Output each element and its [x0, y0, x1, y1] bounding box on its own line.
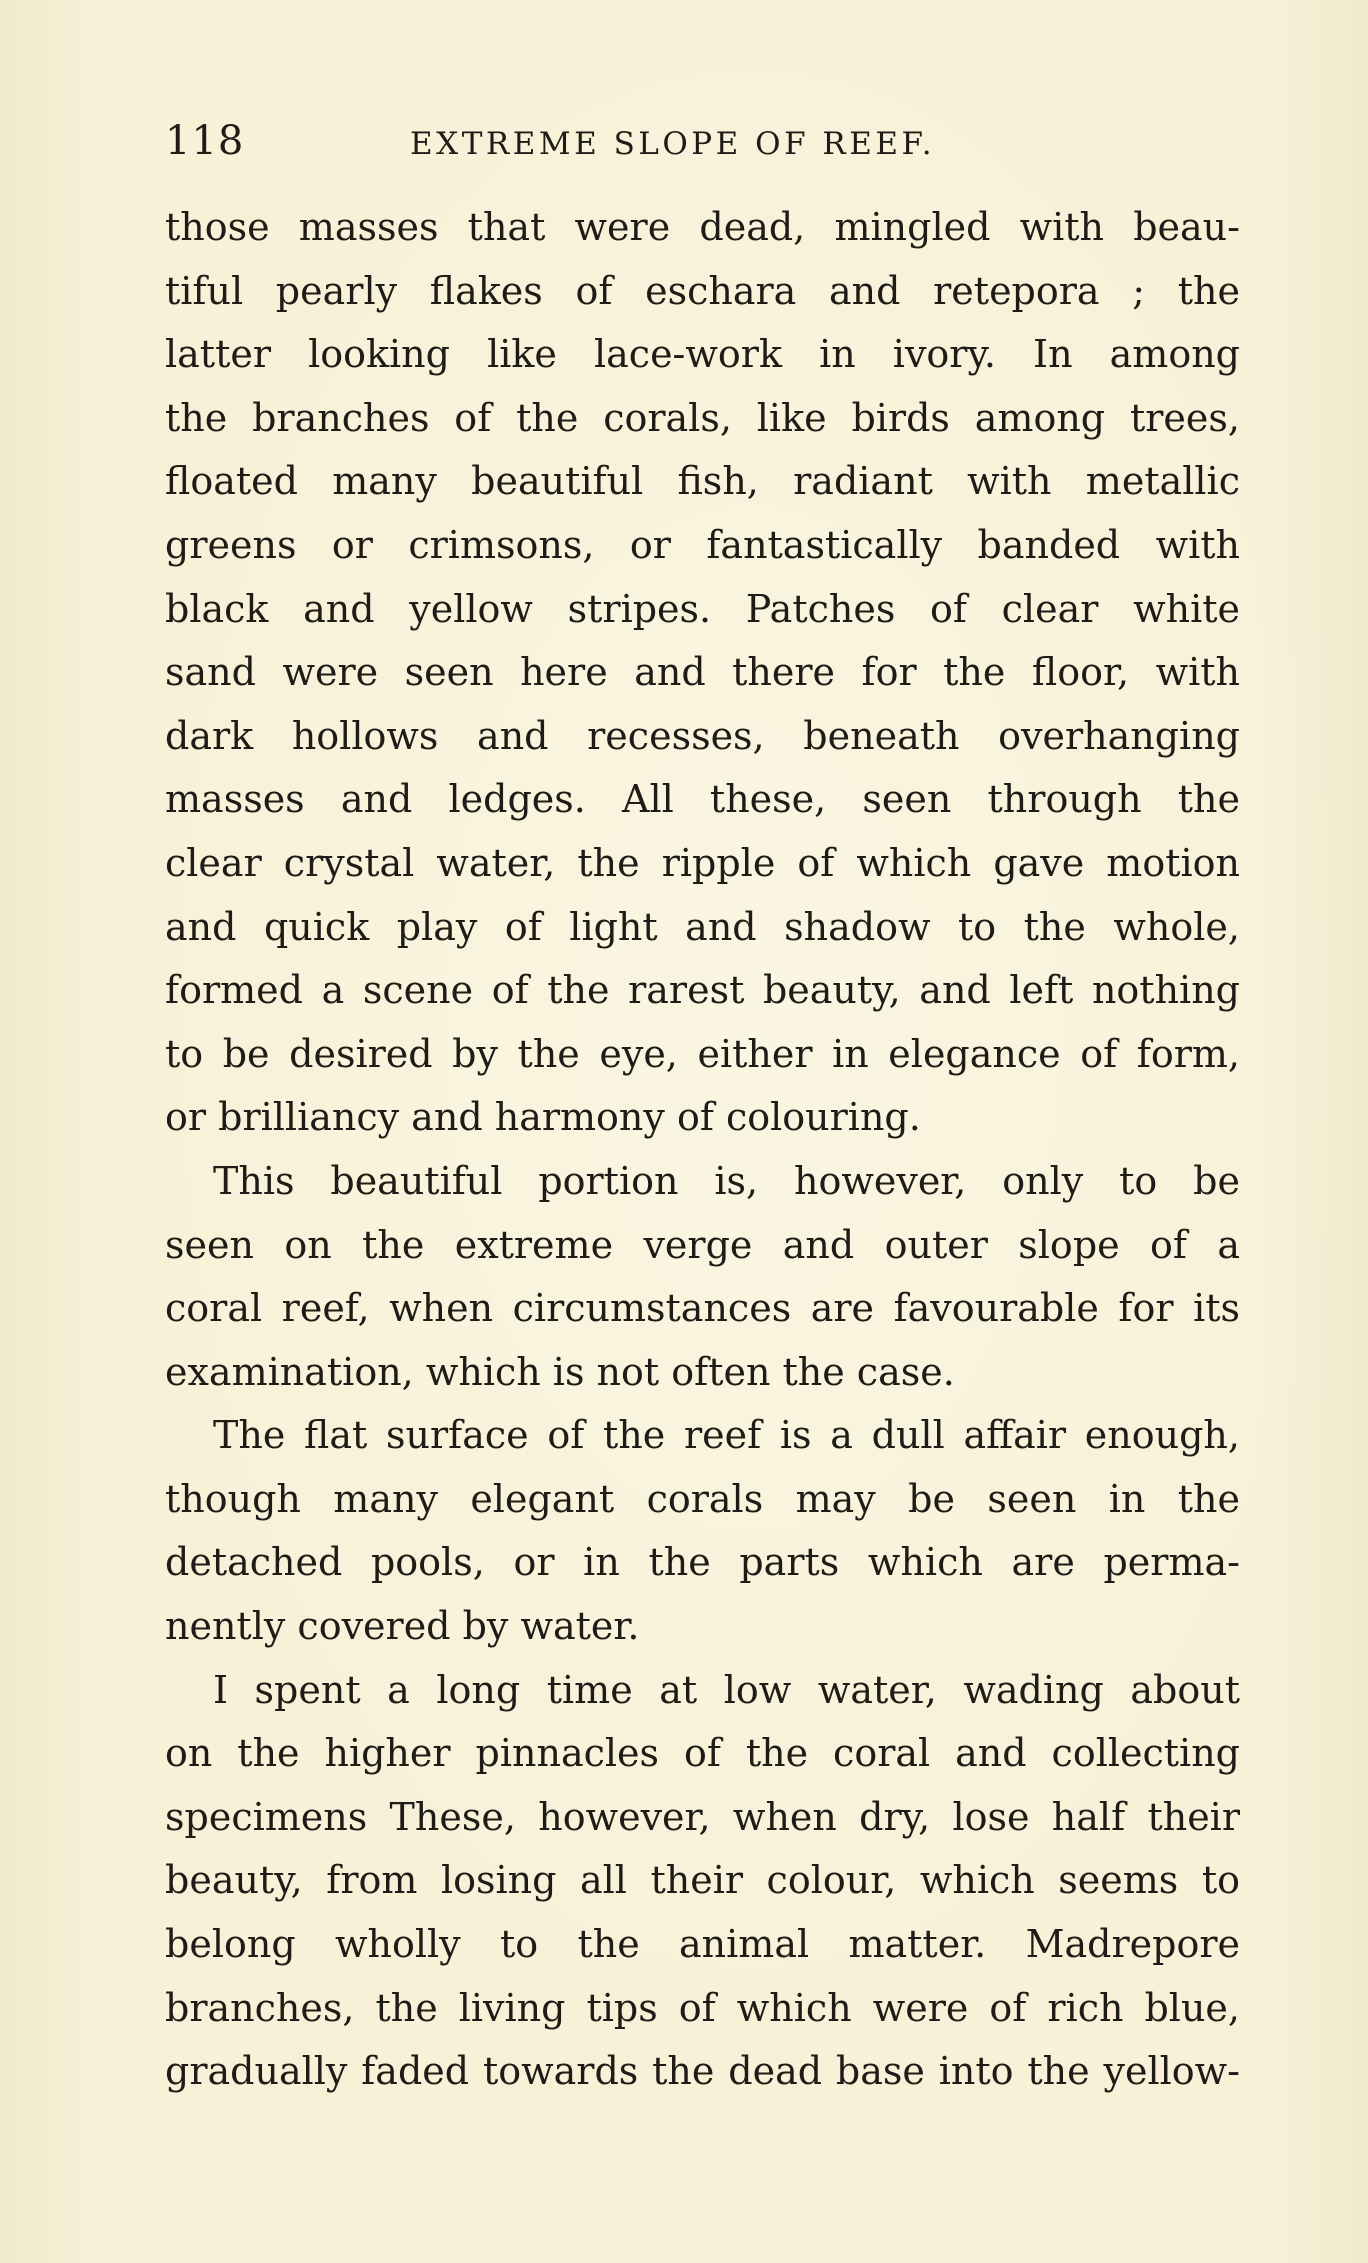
text-line: or brilliancy and harmony of colouring.: [165, 1095, 921, 1140]
text-line: formed a scene of the rarest beauty, and left nothing: [165, 968, 1240, 1013]
text-line: clear crystal water, the ripple of which gave motion: [165, 840, 1240, 885]
body-text: [165, 196, 1240, 2104]
text-line: masses and ledges. All these, seen through the: [165, 777, 1240, 822]
text-line: floated many beautiful fish, radiant with metallic: [165, 459, 1240, 504]
page-header: [165, 118, 1240, 178]
page-number: 118: [165, 118, 245, 164]
text-line: to be desired by the eye, either in elegance of form,: [165, 1031, 1240, 1076]
text-line: though many elegant corals may be seen in the: [165, 1476, 1240, 1521]
text-line: The flat surface of the reef is a dull affair enough,: [213, 1413, 1240, 1458]
text-line: nently covered by water.: [165, 1604, 640, 1649]
text-line: gradually faded towards the dead base into the yellow-: [165, 2049, 1240, 2094]
text-line: dark hollows and recesses, beneath overhanging: [165, 713, 1240, 758]
text-line: black and yellow stripes. Patches of clear white: [165, 586, 1240, 631]
text-line: latter looking like lace-work in ivory. In among: [165, 332, 1240, 377]
text-line: those masses that were dead, mingled with beau-: [165, 205, 1240, 249]
running-head: EXTREME SLOPE OF REEF.: [410, 126, 936, 162]
text-line: This beautiful portion is, however, only to be: [213, 1158, 1240, 1203]
text-line: seen on the extreme verge and outer slope of a: [165, 1222, 1240, 1267]
text-line: tiful pearly flakes of eschara and retepora ; the: [165, 268, 1240, 313]
text-line: I spent a long time at low water, wading about: [213, 1667, 1240, 1712]
text-line: branches, the living tips of which were of rich blue,: [165, 1985, 1240, 2030]
text-line: the branches of the corals, like birds among trees,: [165, 395, 1240, 440]
text-line: sand were seen here and there for the floor, with: [165, 650, 1240, 695]
text-line: coral reef, when circumstances are favourable for its: [165, 1286, 1240, 1331]
text-line: belong wholly to the animal matter. Madrepore: [165, 1922, 1240, 1967]
text-line: greens or crimsons, or fantastically banded with: [165, 522, 1240, 567]
text-line: examination, which is not often the case.: [165, 1349, 955, 1394]
text-line: and quick play of light and shadow to the whole,: [165, 904, 1240, 949]
text-line: detached pools, or in the parts which are perma-: [165, 1540, 1240, 1585]
text-line: specimens These, however, when dry, lose half their: [165, 1794, 1240, 1839]
text-line: on the higher pinnacles of the coral and collecting: [165, 1731, 1240, 1776]
text-line: beauty, from losing all their colour, which seems to: [165, 1858, 1240, 1903]
